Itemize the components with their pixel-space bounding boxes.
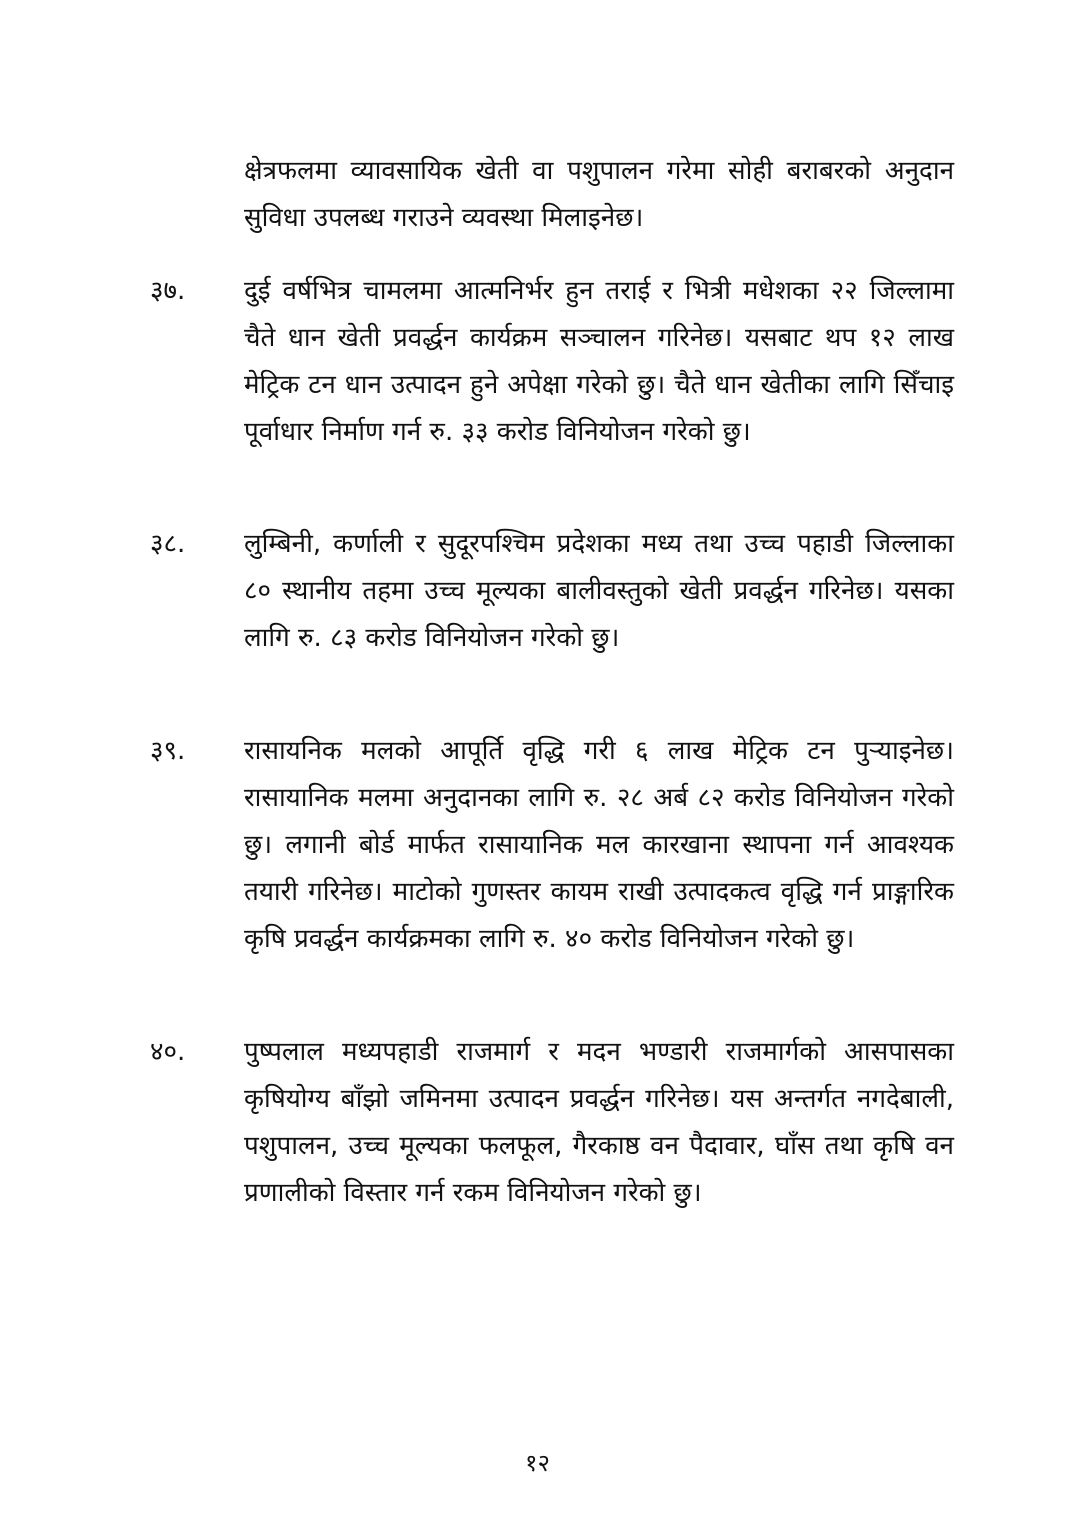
paragraph-number-39: ३९. (150, 736, 186, 766)
continuation-paragraph: क्षेत्रफलमा व्यावसायिक खेती वा पशुपालन गरेमा सोही बराबरको अनुदान सुविधा उपलब्ध गराउने व्यवस्था मिलाइनेछ। (244, 156, 954, 233)
paragraph-38-text: लुम्बिनी, कर्णाली र सुदूरपश्चिम प्रदेशका मध्य तथा उच्च पहाडी जिल्लाका ८० स्थानीय तहमा उच्च मूल्यका बालीवस्तुको खेती प्रवर्द्धन गरिनेछ। यसका लागि रु. ८३ करोड विनियोजन गरेको छु। (244, 529, 954, 653)
paragraph-37-text: दुई वर्षभित्र चामलमा आत्मनिर्भर हुन तराई र भित्री मधेशका २२ जिल्लामा चैते धान खेती प्रवर्द्धन कार्यक्रम सञ्चालन गरिनेछ। यसबाट थप १२ लाख मेट्रिक टन धान उत्पादन हुने अपेक्षा गरेको छु। चैते धान खेतीका लागि सिँचाइ पूर्वाधार निर्माण गर्न रु. ३३ करोड विनियोजन गरेको छु। (244, 276, 954, 447)
paragraph-number-40: ४०. (150, 1037, 186, 1067)
page-number: १२ (525, 1449, 550, 1477)
paragraph-number-37: ३७. (150, 276, 186, 306)
paragraph-number-38: ३८. (150, 529, 186, 559)
paragraph-40-text: पुष्पलाल मध्यपहाडी राजमार्ग र मदन भण्डारी राजमार्गको आसपासका कृषियोग्य बाँझो जमिनमा उत्पादन प्रवर्द्धन गरिनेछ। यस अन्तर्गत नगदेबाली, पशुपालन, उच्च मूल्यका फलफूल, गैरकाष्ठ वन पैदावार, घाँस तथा कृषि वन प्रणालीको विस्तार गर्न रकम विनियोजन गरेको छु। (244, 1037, 954, 1208)
paragraph-39-text: रासायनिक मलको आपूर्ति वृद्धि गरी ६ लाख मेट्रिक टन पुऱ्याइनेछ। रासायानिक मलमा अनुदानका लागि रु. २८ अर्ब ८२ करोड विनियोजन गरेको छु। लगानी बोर्ड मार्फत रासायानिक मल कारखाना स्थापना गर्न आवश्यक तयारी गरिनेछ। माटोको गुणस्तर कायम राखी उत्पादकत्व वृद्धि गर्न प्राङ्गारिक कृषि प्रवर्द्धन कार्यक्रमका लागि रु. ४० करोड विनियोजन गरेको छु। (244, 736, 954, 954)
